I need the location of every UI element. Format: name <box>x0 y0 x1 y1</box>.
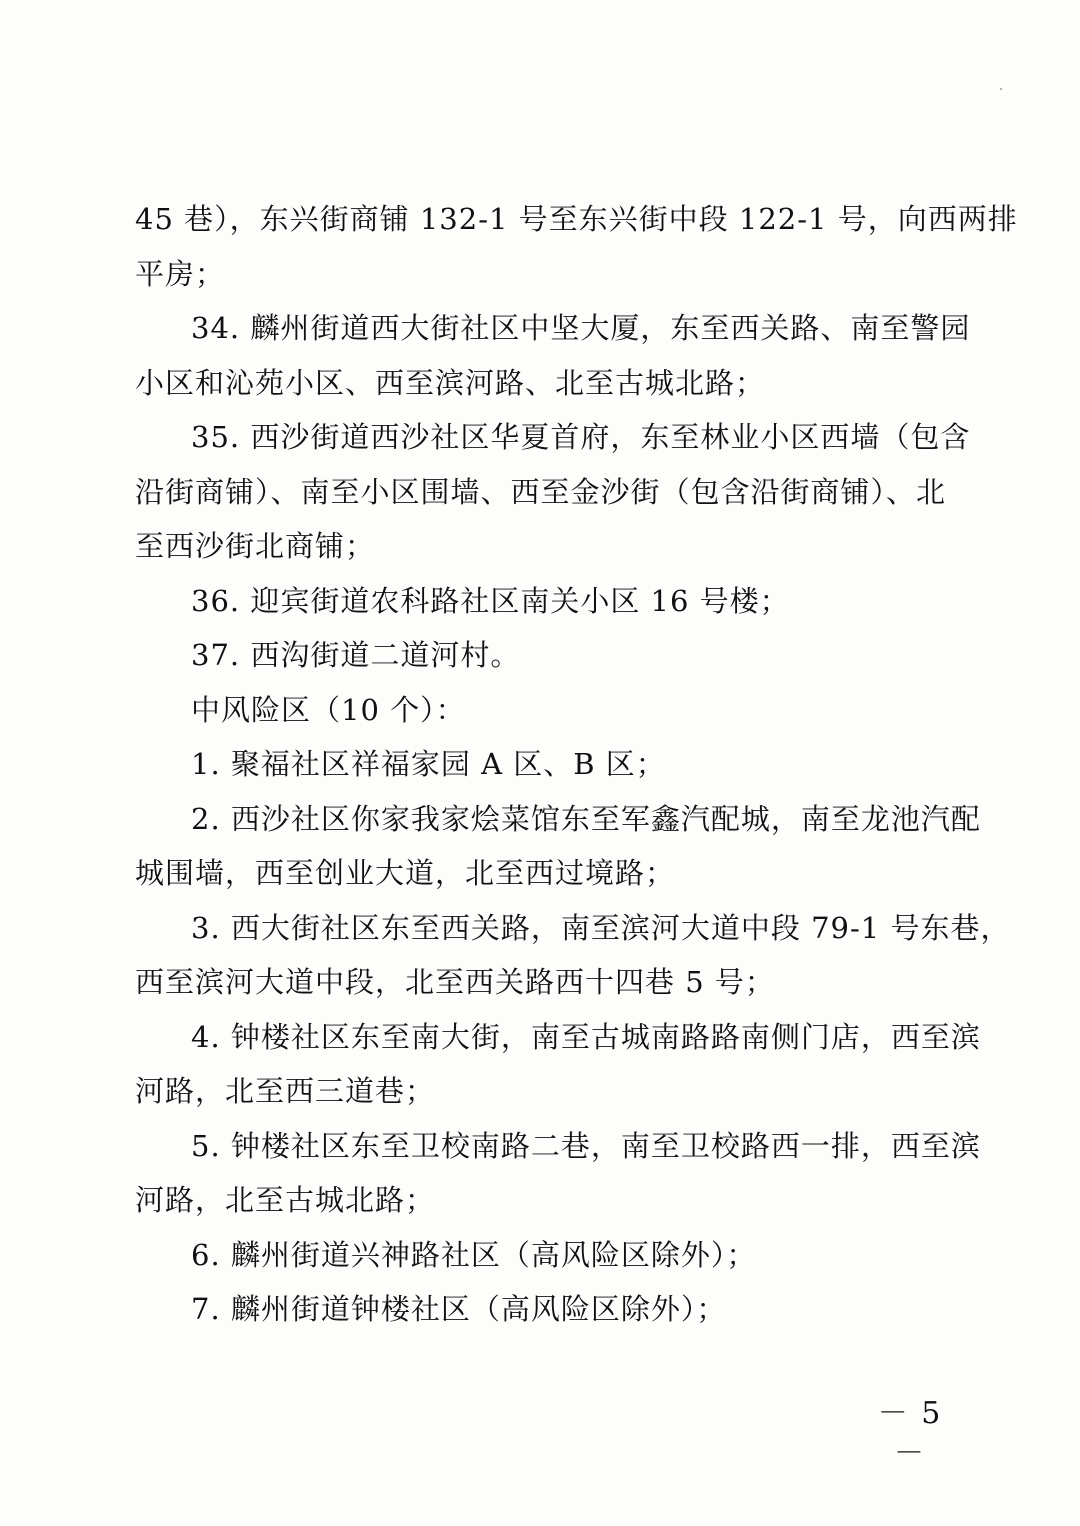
text-line: 1. 聚福社区祥福家园 A 区、B 区； <box>191 747 666 781</box>
document-body <box>135 192 1018 1337</box>
text-line: 至西沙街北商铺； <box>135 529 376 563</box>
text-line: 沿街商铺）、南至小区围墙、西至金沙街（包含沿街商铺）、北 <box>135 474 947 509</box>
text-line: 2. 西沙社区你家我家烩菜馆东至军鑫汽配城，南至龙池汽配 <box>191 801 981 836</box>
section-heading: 中风险区（10 个）： <box>191 692 466 727</box>
text-line: 小区和沁苑小区、西至滨河路、北至古城北路； <box>135 365 766 400</box>
text-line: 西至滨河大道中段，北至西关路西十四巷 5 号； <box>135 965 775 999</box>
text-line: 城围墙，西至创业大道，北至西过境路； <box>135 856 676 890</box>
scan-speck <box>1000 88 1002 90</box>
text-line: 37. 西沟街道二道河村。 <box>191 638 521 672</box>
page-number: － 5 － <box>877 1396 943 1471</box>
text-line: 6. 麟州街道兴神路社区（高风险区除外）； <box>191 1237 757 1272</box>
text-line: 34. 麟州街道西大街社区中坚大厦，东至西关路、南至警园 <box>191 311 971 345</box>
text-line: 3. 西大街社区东至西关路，南至滨河大道中段 79-1 号东巷， <box>191 910 1011 945</box>
text-line: 45 巷），东兴街商铺 132-1 号至东兴街中段 122-1 号，向西两排 <box>135 202 1018 236</box>
text-line: 平房； <box>135 256 226 291</box>
text-line: 36. 迎宾街道农科路社区南关小区 16 号楼； <box>191 583 790 618</box>
text-line: 河路，北至古城北路； <box>135 1183 436 1217</box>
text-line: 5. 钟楼社区东至卫校南路二巷，南至卫校路西一排，西至滨 <box>191 1128 981 1163</box>
text-line: 35. 西沙街道西沙社区华夏首府，东至林业小区西墙（包含 <box>191 420 971 454</box>
text-line: 7. 麟州街道钟楼社区（高风险区除外）； <box>191 1292 727 1326</box>
text-line: 4. 钟楼社区东至南大街，南至古城南路路南侧门店，西至滨 <box>191 1019 981 1054</box>
text-line: 河路，北至西三道巷； <box>135 1074 436 1108</box>
